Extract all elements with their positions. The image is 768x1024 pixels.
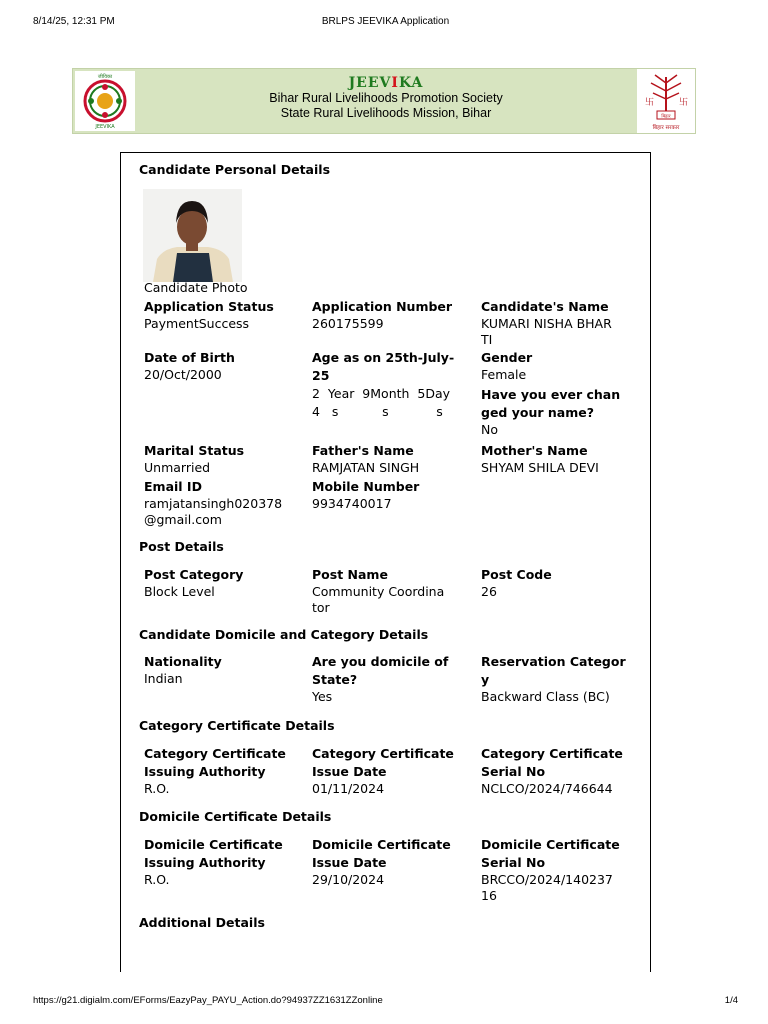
bihar-govt-logo [637,69,695,133]
application-number-field [312,298,462,332]
post-code-label: Post Code [481,567,552,582]
print-footer [33,995,738,1009]
marital-status-field [144,442,294,476]
mobile-field [312,478,462,512]
post-code-field [481,566,631,600]
cat-cert-authority-value: R.O. [144,781,170,796]
dob-label: Date of Birth [144,350,235,365]
print-url: https://g21.digialm.com/EForms/EazyPay_PAYU_Action.do?94937ZZ1631ZZonline [33,995,383,1006]
candidate-name-value-2: TI [481,332,493,347]
marital-status-label: Marital Status [144,443,245,458]
logo-right-stamp: बिहार [661,114,671,120]
father-name-label: Father's Name [312,443,414,458]
cat-cert-serial-label-2: Serial No [481,764,546,779]
domicile-label-1: Are you domicile of [312,654,449,669]
application-status-field [144,298,294,332]
nationality-value: Indian [144,671,183,686]
cat-cert-authority-label-1: Category Certificate [144,746,286,761]
application-status-label: Application Status [144,299,274,314]
print-header [33,16,738,30]
application-number-label: Application Number [312,299,453,314]
logo-left-top-text: जीविका [97,74,113,80]
dom-cert-authority-field [144,836,294,888]
domicile-value: Yes [312,689,333,704]
dom-cert-authority-label-2: Issuing Authority [144,855,266,870]
print-page-number: 1/4 [724,995,738,1006]
mobile-label: Mobile Number [312,479,420,494]
section-domicile-category-heading: Candidate Domicile and Category Details [139,627,429,642]
reservation-field [481,653,631,705]
cat-cert-authority-field [144,745,294,797]
age-value-1: 2 Year 9Month 5Day [312,386,451,401]
reservation-label-1: Reservation Categor [481,654,626,669]
age-field [312,349,462,421]
logo-left-text: JEEVIKA [95,124,115,130]
application-status-value: PaymentSuccess [144,316,250,331]
gender-value: Female [481,367,527,382]
cat-cert-date-label-2: Issue Date [312,764,387,779]
email-value-1: ramjatansingh020378 [144,496,283,511]
candidate-photo [143,189,242,282]
dom-cert-date-label-1: Domicile Certificate [312,837,451,852]
marital-status-value: Unmarried [144,460,211,475]
cat-cert-authority-label-2: Issuing Authority [144,764,266,779]
section-category-cert-heading: Category Certificate Details [139,718,335,733]
name-changed-label-2: ged your name? [481,405,594,420]
mobile-value: 9934740017 [312,496,392,511]
section-additional-heading: Additional Details [139,915,265,930]
post-name-label: Post Name [312,567,388,582]
email-label: Email ID [144,479,202,494]
gender-field [481,349,631,383]
dom-cert-serial-value-2: 16 [481,888,497,903]
cat-cert-serial-label-1: Category Certificate [481,746,623,761]
dom-cert-date-label-2: Issue Date [312,855,387,870]
father-name-field [312,442,462,476]
dom-cert-serial-label-1: Domicile Certificate [481,837,620,852]
age-label-1: Age as on 25th-July- [312,350,455,365]
email-field [144,478,294,528]
mother-name-value: SHYAM SHILA DEVI [481,460,599,475]
name-changed-value: No [481,422,498,437]
name-changed-field [481,386,631,438]
post-name-field [312,566,462,616]
post-category-value: Block Level [144,584,215,599]
cat-cert-date-label-1: Category Certificate [312,746,454,761]
dom-cert-authority-value: R.O. [144,872,170,887]
dom-cert-authority-label-1: Domicile Certificate [144,837,283,852]
candidate-name-value-1: KUMARI NISHA BHAR [481,316,612,331]
banner-line-2: State Rural Livelihoods Mission, Bihar [280,106,492,120]
cat-cert-date-value: 01/11/2024 [312,781,385,796]
post-category-label: Post Category [144,567,244,582]
gender-label: Gender [481,350,533,365]
banner-text [135,75,637,121]
domicile-label-2: State? [312,672,358,687]
logo-right-text: बिहार सरकार [652,125,680,131]
cat-cert-date-field [312,745,462,797]
dom-cert-serial-label-2: Serial No [481,855,546,870]
svg-text:卐: 卐 [679,98,689,108]
nationality-label: Nationality [144,654,222,669]
dom-cert-serial-value-1: BRCCO/2024/140237 [481,872,613,887]
email-value-2: @gmail.com [144,512,222,527]
print-title: BRLPS JEEVIKA Application [321,16,450,27]
post-code-value: 26 [481,584,497,599]
mother-name-field [481,442,631,476]
age-value-2: 4 s s s [312,404,443,419]
dom-cert-serial-field [481,836,631,904]
dob-value: 20/Oct/2000 [144,367,222,382]
reservation-value: Backward Class (BC) [481,689,610,704]
jeevika-logo [75,71,135,131]
svg-text:卐: 卐 [645,98,655,108]
post-category-field [144,566,294,600]
father-name-value: RAMJATAN SINGH [312,460,420,475]
photo-caption: Candidate Photo [144,280,248,295]
section-domicile-cert-heading: Domicile Certificate Details [139,809,332,824]
section-personal-heading: Candidate Personal Details [139,162,331,177]
age-label-2: 25 [312,368,330,383]
candidate-name-label: Candidate's Name [481,299,609,314]
print-datetime: 8/14/25, 12:31 PM [33,16,115,27]
banner-line-1: Bihar Rural Livelihoods Promotion Society [269,91,503,105]
nationality-field [144,653,294,687]
reservation-label-2: y [481,672,490,687]
banner-title: JEEVIKA [348,75,424,91]
cat-cert-serial-field [481,745,631,797]
mother-name-label: Mother's Name [481,443,588,458]
post-name-value-2: tor [312,600,330,615]
cat-cert-serial-value: NCLCO/2024/746644 [481,781,613,796]
dom-cert-date-field [312,836,462,888]
candidate-name-field [481,298,631,348]
jeevika-banner [72,68,696,134]
post-name-value-1: Community Coordina [312,584,445,599]
name-changed-label-1: Have you ever chan [481,387,621,402]
dom-cert-date-value: 29/10/2024 [312,872,385,887]
application-number-value: 260175599 [312,316,384,331]
section-post-heading: Post Details [139,539,224,554]
domicile-field [312,653,462,705]
dob-field [144,349,294,383]
